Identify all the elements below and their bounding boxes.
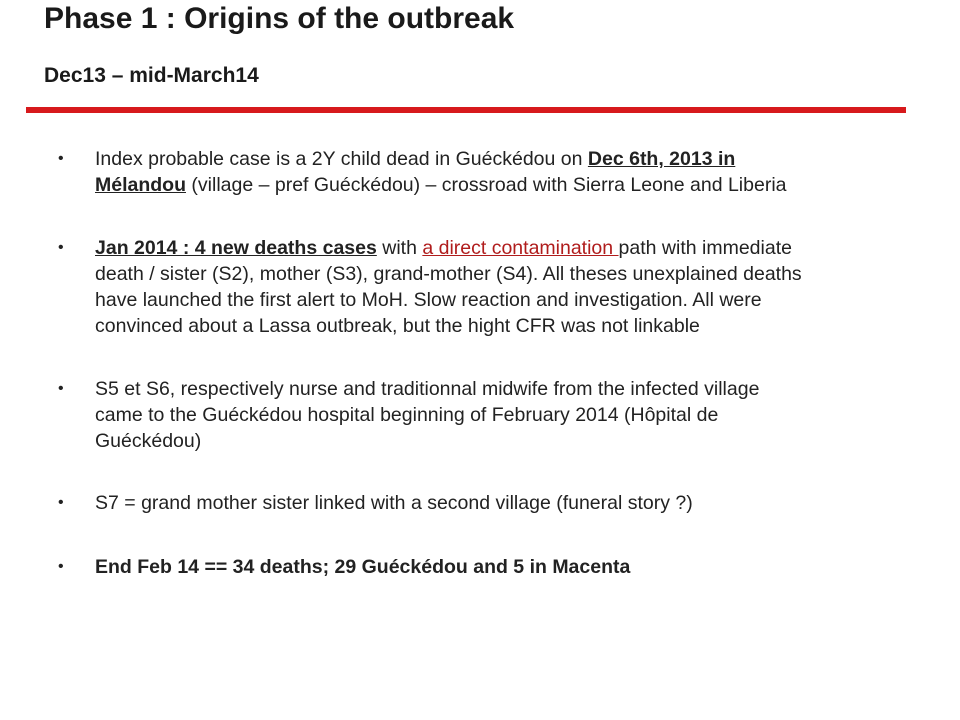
bullet-dot: • [58,494,64,511]
bullet-line: convinced about a Lassa outbreak, but the hight CFR was not linkable [95,315,700,337]
bullet-line [95,172,915,198]
bullet-line: came to the Guéckédou hospital beginning of February 2014 (Hôpital de [95,404,719,426]
bullet-line [95,235,915,261]
bullet-text: path with immediate [618,237,792,259]
bullet-village-emphasis: Mélandou [95,174,186,196]
bullet-item-jan-2014 [58,235,915,339]
bullet-dot: • [58,558,64,575]
bullet-heading-emphasis: Jan 2014 : 4 new deaths cases [95,237,377,259]
bullet-text: (village – pref Guéckédou) – crossroad with Sierra Leone and Liberia [186,174,787,196]
slide-title: Phase 1 : Origins of the outbreak [44,2,515,35]
direct-contamination-link[interactable]: a direct contamination [422,237,619,259]
bullet-dot: • [58,239,64,256]
bullet-item-s7 [58,490,915,516]
bullet-item-s5-s6 [58,376,915,454]
bullet-text: Index probable case is a 2Y child dead in Guéckédou on [95,148,588,170]
bullet-text: with [376,237,423,259]
bullet-line: have launched the first alert to MoH. Slow reaction and investigation. All were [95,289,762,311]
bullet-dot: • [58,150,64,167]
bullet-item-end-feb [58,554,915,580]
bullet-line: Guéckédou) [95,430,202,452]
bullet-line: S7 = grand mother sister linked with a second village (funeral story ?) [95,492,693,514]
bullet-dot: • [58,380,64,397]
bullet-item-index-case [58,146,915,198]
bullet-line: End Feb 14 == 34 deaths; 29 Guéckédou and 5 in Macenta [95,556,631,578]
bullet-date-emphasis: Dec 6th, 2013 in [587,148,736,170]
slide-subtitle: Dec13 – mid-March14 [44,64,259,87]
bullet-line: S5 et S6, respectively nurse and traditionnal midwife from the infected village [95,378,760,400]
bullet-line [95,146,915,172]
bullet-line: death / sister (S2), mother (S3), grand-mother (S4). All theses unexplained deaths [95,263,802,285]
